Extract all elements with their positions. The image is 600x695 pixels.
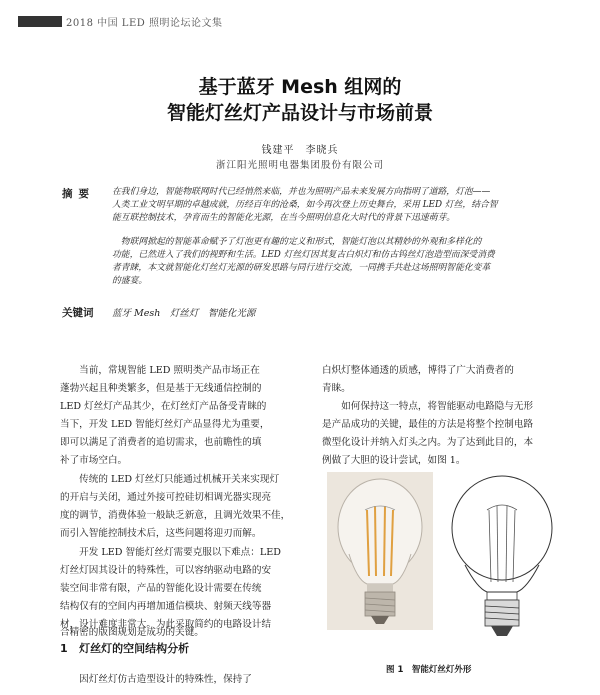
running-header: 2018 中国 LED 照明论坛论文集	[66, 18, 223, 29]
body-line: 当前，常规智能 LED 照明类产品市场正在	[60, 365, 260, 376]
body-line: 当下，开发 LED 智能灯丝灯产品显得尤为重要，	[60, 419, 270, 430]
abstract-label: 摘要	[62, 188, 95, 200]
body-line: 补了市场空白。	[60, 455, 128, 466]
body-line: 例做了大胆的设计尝试，如图 1。	[322, 455, 466, 466]
body-line: 青睐。	[322, 383, 351, 394]
body-line: 材，设计难度非常大。为此采取简约的电路设计结	[60, 619, 272, 630]
abstract-line: 能互联控制技术，孕育而生的智能化光源，在当今照明信息化大时代的背景下迅速萌芽。	[112, 213, 456, 223]
body-line: 度的调节，消费体验一般缺乏新意，且调光效果不佳，	[60, 510, 291, 521]
body-line: 蓬勃兴起且种类繁多，但是基于无线通信控制的	[60, 383, 262, 394]
body-line: 微型化设计并纳入灯头之内。为了达到此目的，本	[322, 437, 534, 448]
bulb-photo	[327, 472, 433, 630]
figure-caption: 图 1 智能灯丝灯外形	[386, 665, 472, 675]
header-bar	[18, 16, 62, 27]
abstract-line: 者青睐，本文就智能化灯丝灯光源的研发思路与同行进行交流，一同携手共赴这场照明智能化变革	[112, 263, 491, 273]
keywords-label: 关键词	[62, 307, 94, 319]
abstract-line: 人类工业文明早期的卓越成就，历经百年的沧桑，如今再次登上历史舞台，采用 LED 灯丝，结合智	[112, 200, 498, 210]
body-line: 合精密的版图规划是成功的关键。	[60, 627, 204, 638]
body-line: 因灯丝灯仿古造型设计的特殊性，保持了	[60, 674, 252, 685]
body-line: 的开启与关闭，通过外接可控硅切相调光器实现亮	[60, 492, 272, 503]
bulb-drawing-svg	[443, 470, 561, 640]
body-line: LED 灯丝灯产品其少，在灯丝灯产品备受青睐的	[60, 401, 267, 412]
bulb-drawing	[443, 470, 561, 640]
abstract-line: 功能，已然进入了我们的视野和生活。LED 灯丝灯因其复古白炽灯和仿古钨丝灯泡造型而深受消费	[112, 250, 495, 260]
keywords-text: 蓝牙 Mesh 灯丝灯 智能化光源	[112, 308, 256, 319]
section-title: 灯丝灯的空间结构分析	[79, 642, 190, 655]
body-line: 结构仅有的空间内再增加通信模块、射频天线等器	[60, 601, 272, 612]
body-line: 开发 LED 智能灯丝灯需要克服以下难点：LED	[60, 547, 281, 558]
body-line: 如何保持这一特点，将智能驱动电路隐与无形	[322, 401, 534, 412]
authors: 钱建平 李晓兵	[261, 145, 339, 156]
affiliation: 浙江阳光照明电器集团股份有限公司	[215, 160, 384, 171]
body-line: 装空间非常有限，产品的智能化设计需要在传统	[60, 583, 262, 594]
body-line: 即可以满足了消费者的追切需求，也前瞻性的填	[60, 437, 262, 448]
section-number: 1	[60, 642, 68, 655]
bulb-photo-svg	[327, 472, 433, 630]
body-line: 传统的 LED 灯丝灯只能通过机械开关来实现灯	[60, 474, 280, 485]
body-line: 灯丝灯因其设计的特殊性，可以容纳驱动电路的安	[60, 565, 272, 576]
body-line: 白炽灯整体通透的质感，博得了广大消费者的	[322, 365, 514, 376]
abstract-line: 的盛宴。	[112, 276, 148, 286]
paper-title-line-2: 智能灯丝灯产品设计与市场前景	[166, 102, 433, 124]
section-heading	[60, 640, 189, 656]
paper-title-line-1: 基于蓝牙 Mesh 组网的	[198, 76, 402, 98]
abstract-line: 物联网掀起的智能革命赋予了灯泡更有趣的定义和形式，智能灯泡以其精妙的外观和多样化的	[112, 237, 482, 247]
abstract-line: 在我们身边，智能物联网时代已经悄然来临，并也为照明产品未来发展方向指明了道路，灯泡——	[112, 187, 491, 197]
body-line: 而引入智能控制技术后，这些问题将迎刃而解。	[60, 528, 262, 539]
body-line: 是产品成功的关键，最佳的方法是将整个控制电路	[322, 419, 534, 430]
